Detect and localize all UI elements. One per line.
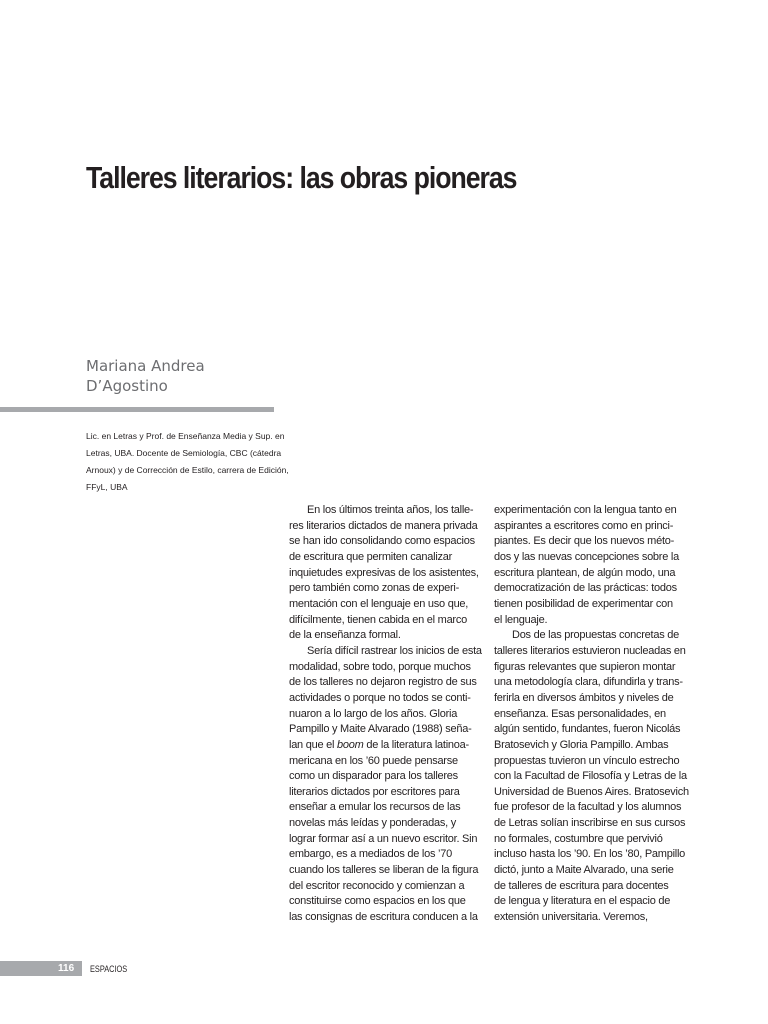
body-text-line: se han ido consolidando como espacios (289, 535, 475, 548)
bio-line: Letras, UBA. Docente de Semiología, CBC (cátedra (86, 448, 282, 458)
author-name-line: Mariana Andrea (86, 357, 205, 375)
body-column-left (289, 503, 485, 926)
body-text-line: experimentación con la lengua tanto en (494, 504, 677, 516)
body-text-line: como un disparador para los talleres (289, 770, 458, 783)
body-text-line: lograr formar así a un nuevo escritor. Sin (289, 832, 478, 845)
body-text-line: de escritura que permiten canalizar (289, 550, 453, 563)
author-bio (86, 428, 289, 496)
body-text-line: Sería difícil rastrear los inicios de esta (307, 644, 482, 657)
body-text-line: enseñar a emular los recursos de las (289, 801, 461, 814)
body-text-line: pero también como zonas de experi- (289, 582, 460, 595)
body-text-line: las consignas de escritura conducen a la (289, 911, 478, 924)
body-text-line: Pampillo y Maite Alvarado (1988) seña- (289, 723, 472, 736)
body-text-line: con la Facultad de Filosofía y Letras de la (494, 770, 687, 783)
body-text-line: En los últimos treinta años, los talle- (307, 504, 474, 516)
body-text-line: dos y las nuevas concepciones sobre la (494, 550, 679, 563)
body-text-line: nuaron a lo largo de los años. Gloria (289, 707, 458, 720)
body-text-line: Universidad de Buenos Aires. Bratosevich (494, 785, 689, 798)
body-text-line: democratización de las prácticas: todos (494, 582, 677, 595)
body-text-line: figuras relevantes que supieron montar (494, 660, 676, 673)
bio-line: FFyL, UBA (86, 482, 128, 492)
body-text-line: res literarios dictados de manera privada (289, 519, 478, 532)
body-text-line: literarios dictados por escritores para (289, 785, 460, 798)
author-name-line: D’Agostino (86, 377, 168, 395)
body-text-line: incluso hasta los ’90. En los ’80, Pampillo (494, 848, 686, 861)
body-text-line: ferirla en diversos ámbitos y niveles de (494, 691, 674, 704)
body-text-line: talleres literarios estuvieron nucleadas en (494, 644, 686, 657)
body-text-line: de los talleres no dejaron registro de sus (289, 676, 477, 689)
body-text-line: algún sentido, fundantes, fueron Nicolás (494, 723, 681, 736)
body-text-line: novelas más leídas y ponderadas, y (289, 817, 456, 830)
body-text-line: lan que el boom de la literatura latinoa- (289, 738, 469, 751)
body-text-line: una metodología clara, difundirla y trans- (494, 676, 683, 689)
body-column-right (494, 503, 690, 926)
body-text-line: de lengua y literatura en el espacio de (494, 895, 671, 908)
body-text-line: extensión universitaria. Veremos, (494, 911, 648, 924)
body-text-line: tienen posibilidad de experimentar con (494, 597, 673, 610)
article-title: Talleres literarios: las obras pioneras (86, 160, 517, 195)
body-text-line: cuando los talleres se liberan de la figura (289, 864, 479, 877)
body-text-line: actividades o porque no todos se conti- (289, 691, 471, 704)
section-name: ESPACIOS (90, 964, 128, 974)
body-text-line: mericana en los ’60 puede pensarse (289, 754, 458, 767)
author-divider (0, 407, 274, 412)
body-text-line: constituirse como espacios en los que (289, 895, 466, 908)
body-text-line: no formales, costumbre que pervivió (494, 832, 663, 845)
body-text-line: dictó, junto a Maite Alvarado, una serie (494, 864, 674, 877)
body-text-line: enseñanza. Esas personalidades, en (494, 707, 666, 720)
body-text-line: embargo, es a mediados de los ’70 (289, 848, 452, 861)
body-text-line: piantes. Es decir que los nuevos méto- (494, 535, 675, 548)
body-text-line: inquietudes expresivas de los asistentes, (289, 566, 479, 579)
bio-line: Lic. en Letras y Prof. de Enseñanza Media y Sup. en (86, 431, 285, 441)
body-text-line: de Letras solían inscribirse en sus cursos (494, 817, 686, 830)
body-text-line: propuestas tuvieron un vínculo estrecho (494, 754, 680, 767)
body-text-line: de talleres de escritura para docentes (494, 879, 669, 892)
bio-line: Arnoux) y de Corrección de Estilo, carrera de Edición, (86, 465, 289, 475)
page-number: 116 (58, 963, 75, 974)
body-text-line: escritura plantean, de algún modo, una (494, 566, 676, 579)
body-text-line: el lenguaje. (494, 613, 548, 626)
body-text-line: mentación con el lenguaje en uso que, (289, 597, 469, 610)
body-text-line: Bratosevich y Gloria Pampillo. Ambas (494, 738, 669, 751)
body-text-line: del escritor reconocido y comienzan a (289, 879, 465, 892)
body-text-line: Dos de las propuestas concretas de (512, 629, 679, 642)
body-text-line: aspirantes a escritores como en princi- (494, 519, 674, 532)
body-text-line: de la enseñanza formal. (289, 629, 401, 642)
body-text-line: modalidad, sobre todo, porque muchos (289, 660, 471, 673)
author-name (86, 356, 205, 396)
body-text-line: fue profesor de la facultad y los alumnos (494, 801, 682, 814)
body-text-line: difícilmente, tienen cabida en el marco (289, 613, 467, 626)
